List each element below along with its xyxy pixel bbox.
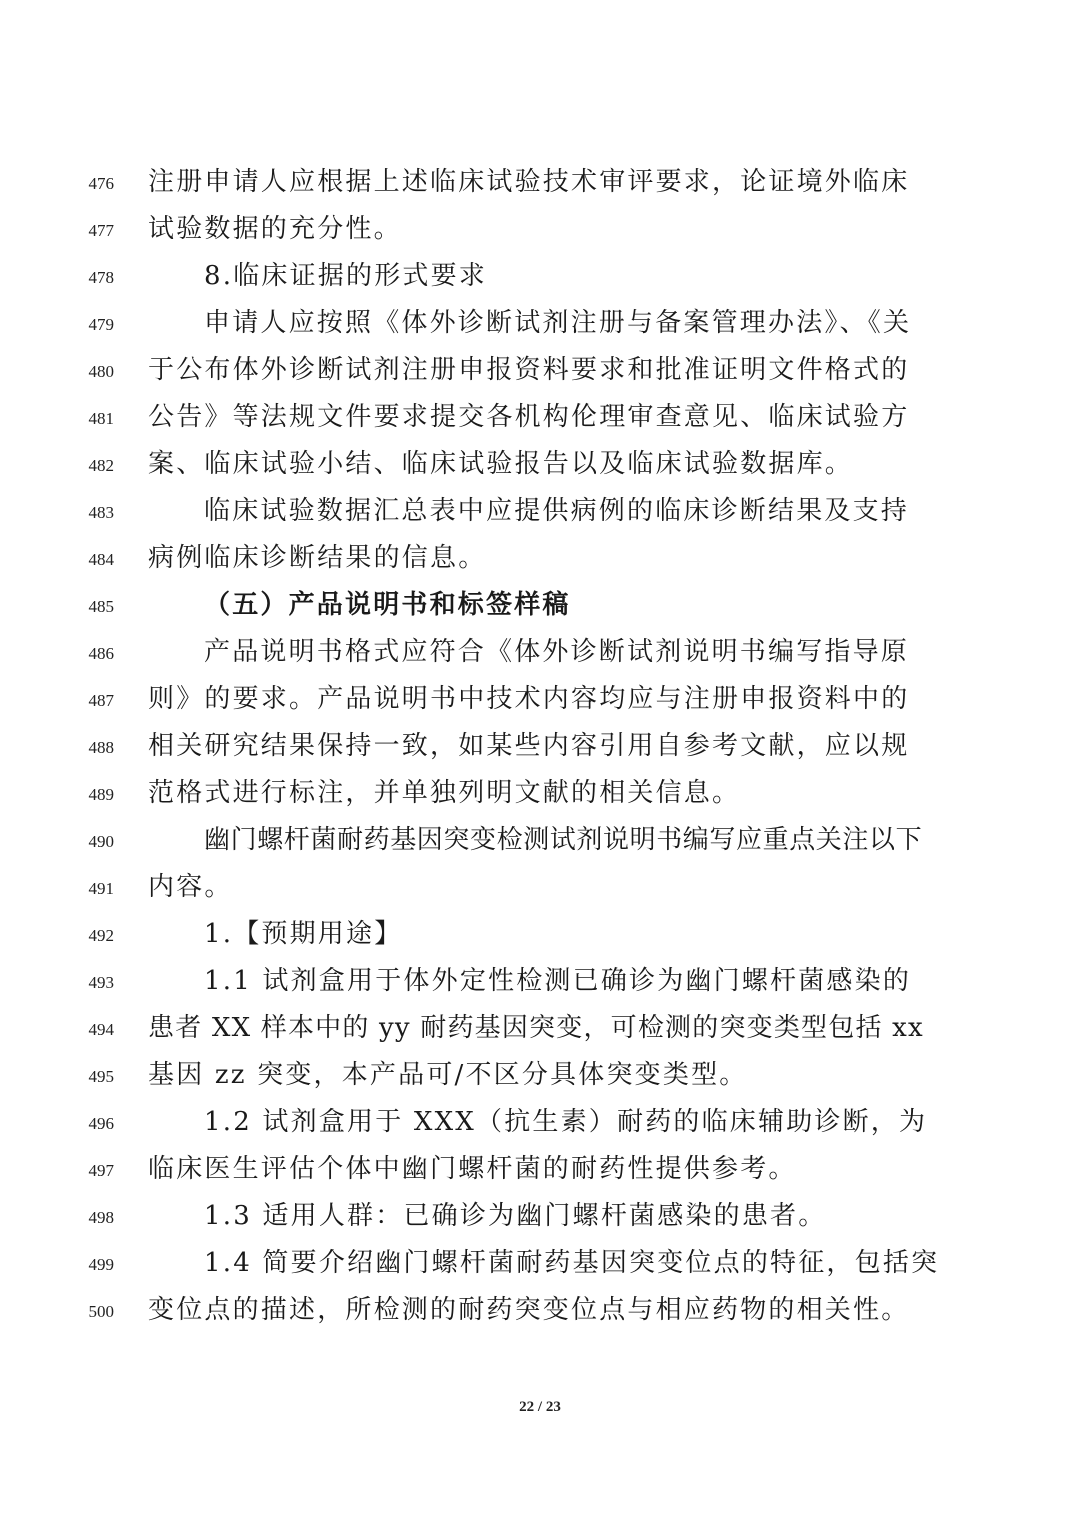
- line-number: 476: [88, 174, 114, 193]
- line-number: 481: [88, 409, 114, 428]
- text-line: [0, 1053, 1080, 1100]
- text-line: [0, 724, 1080, 771]
- line-number: 496: [88, 1114, 114, 1133]
- text-line: [0, 865, 1080, 912]
- line-number: 491: [88, 879, 114, 898]
- section-subheading: 1.【预期用途】: [204, 919, 403, 949]
- text-line: [0, 254, 1080, 301]
- text-line: [0, 489, 1080, 536]
- line-number: 499: [88, 1255, 114, 1274]
- line-number: 483: [88, 503, 114, 522]
- line-number: 485: [88, 597, 114, 616]
- line-number: 490: [88, 832, 114, 851]
- line-text: 案、临床试验小结、临床试验报告以及临床试验数据库。: [148, 449, 854, 479]
- text-line: [0, 1288, 1080, 1335]
- line-number: 477: [88, 221, 114, 240]
- line-text: 基因 zz 突变，本产品可/不区分具体突变类型。: [148, 1060, 748, 1090]
- text-line: [0, 677, 1080, 724]
- line-text: 病例临床诊断结果的信息。: [148, 543, 487, 573]
- text-line: [0, 1194, 1080, 1241]
- line-number: 494: [88, 1020, 114, 1039]
- line-number: 489: [88, 785, 114, 804]
- text-line: [0, 348, 1080, 395]
- line-text: 1.4 简要介绍幽门螺杆菌耐药基因突变位点的特征，包括突: [204, 1248, 940, 1278]
- section-subheading: 8.临床证据的形式要求: [204, 261, 488, 291]
- text-line: [0, 395, 1080, 442]
- text-line: [0, 1100, 1080, 1147]
- line-text: 公告》等法规文件要求提交各机构伦理审查意见、临床试验方: [148, 402, 910, 432]
- text-line: [0, 1147, 1080, 1194]
- text-line: [0, 771, 1080, 818]
- text-line: [0, 818, 1080, 865]
- text-line: [0, 536, 1080, 583]
- line-number: 495: [88, 1067, 114, 1086]
- text-line: [0, 1241, 1080, 1288]
- text-line: [0, 912, 1080, 959]
- line-text: 1.1 试剂盒用于体外定性检测已确诊为幽门螺杆菌感染的: [204, 966, 912, 996]
- text-line: [0, 1006, 1080, 1053]
- text-line: [0, 959, 1080, 1006]
- text-line: [0, 301, 1080, 348]
- line-text: 患者 XX 样本中的 yy 耐药基因突变，可检测的突变类型包括 xx: [148, 1013, 924, 1043]
- text-line: [0, 583, 1080, 630]
- line-text: 范格式进行标注，并单独列明文献的相关信息。: [148, 778, 741, 808]
- line-number: 478: [88, 268, 114, 287]
- line-number: 484: [88, 550, 114, 569]
- page-number: 22 / 23: [519, 1399, 561, 1415]
- line-text: 1.3 适用人群：已确诊为幽门螺杆菌感染的患者。: [204, 1201, 827, 1231]
- line-text: 临床试验数据汇总表中应提供病例的临床诊断结果及支持: [204, 496, 910, 526]
- line-number: 487: [88, 691, 114, 710]
- line-text: 内容。: [148, 872, 233, 902]
- text-line: [0, 160, 1080, 207]
- text-line: [0, 442, 1080, 489]
- line-number: 500: [88, 1302, 114, 1321]
- section-heading: （五）产品说明书和标签样稿: [204, 590, 571, 620]
- line-number: 493: [88, 973, 114, 992]
- line-text: 1.2 试剂盒用于 XXX（抗生素）耐药的临床辅助诊断，为: [204, 1107, 928, 1137]
- line-number: 482: [88, 456, 114, 475]
- text-line: [0, 207, 1080, 254]
- line-text: 于公布体外诊断试剂注册申报资料要求和批准证明文件格式的: [148, 355, 910, 385]
- line-number: 498: [88, 1208, 114, 1227]
- line-text: 相关研究结果保持一致，如某些内容引用自参考文献，应以规: [148, 731, 910, 761]
- line-text: 变位点的描述，所检测的耐药突变位点与相应药物的相关性。: [148, 1295, 910, 1325]
- line-text: 临床医生评估个体中幽门螺杆菌的耐药性提供参考。: [148, 1154, 797, 1184]
- line-number: 480: [88, 362, 114, 381]
- line-number: 486: [88, 644, 114, 663]
- line-text: 试验数据的充分性。: [148, 214, 402, 244]
- line-number: 479: [88, 315, 114, 334]
- line-text: 注册申请人应根据上述临床试验技术审评要求，论证境外临床: [148, 167, 910, 197]
- line-number: 492: [88, 926, 114, 945]
- line-text: 幽门螺杆菌耐药基因突变检测试剂说明书编写应重点关注以下: [204, 825, 923, 855]
- line-text: 则》的要求。产品说明书中技术内容均应与注册申报资料中的: [148, 684, 910, 714]
- line-text: 申请人应按照《体外诊断试剂注册与备案管理办法》、《关: [204, 308, 912, 338]
- line-text: 产品说明书格式应符合《体外诊断试剂说明书编写指导原: [204, 637, 910, 667]
- line-number: 488: [88, 738, 114, 757]
- line-number: 497: [88, 1161, 114, 1180]
- text-line: [0, 630, 1080, 677]
